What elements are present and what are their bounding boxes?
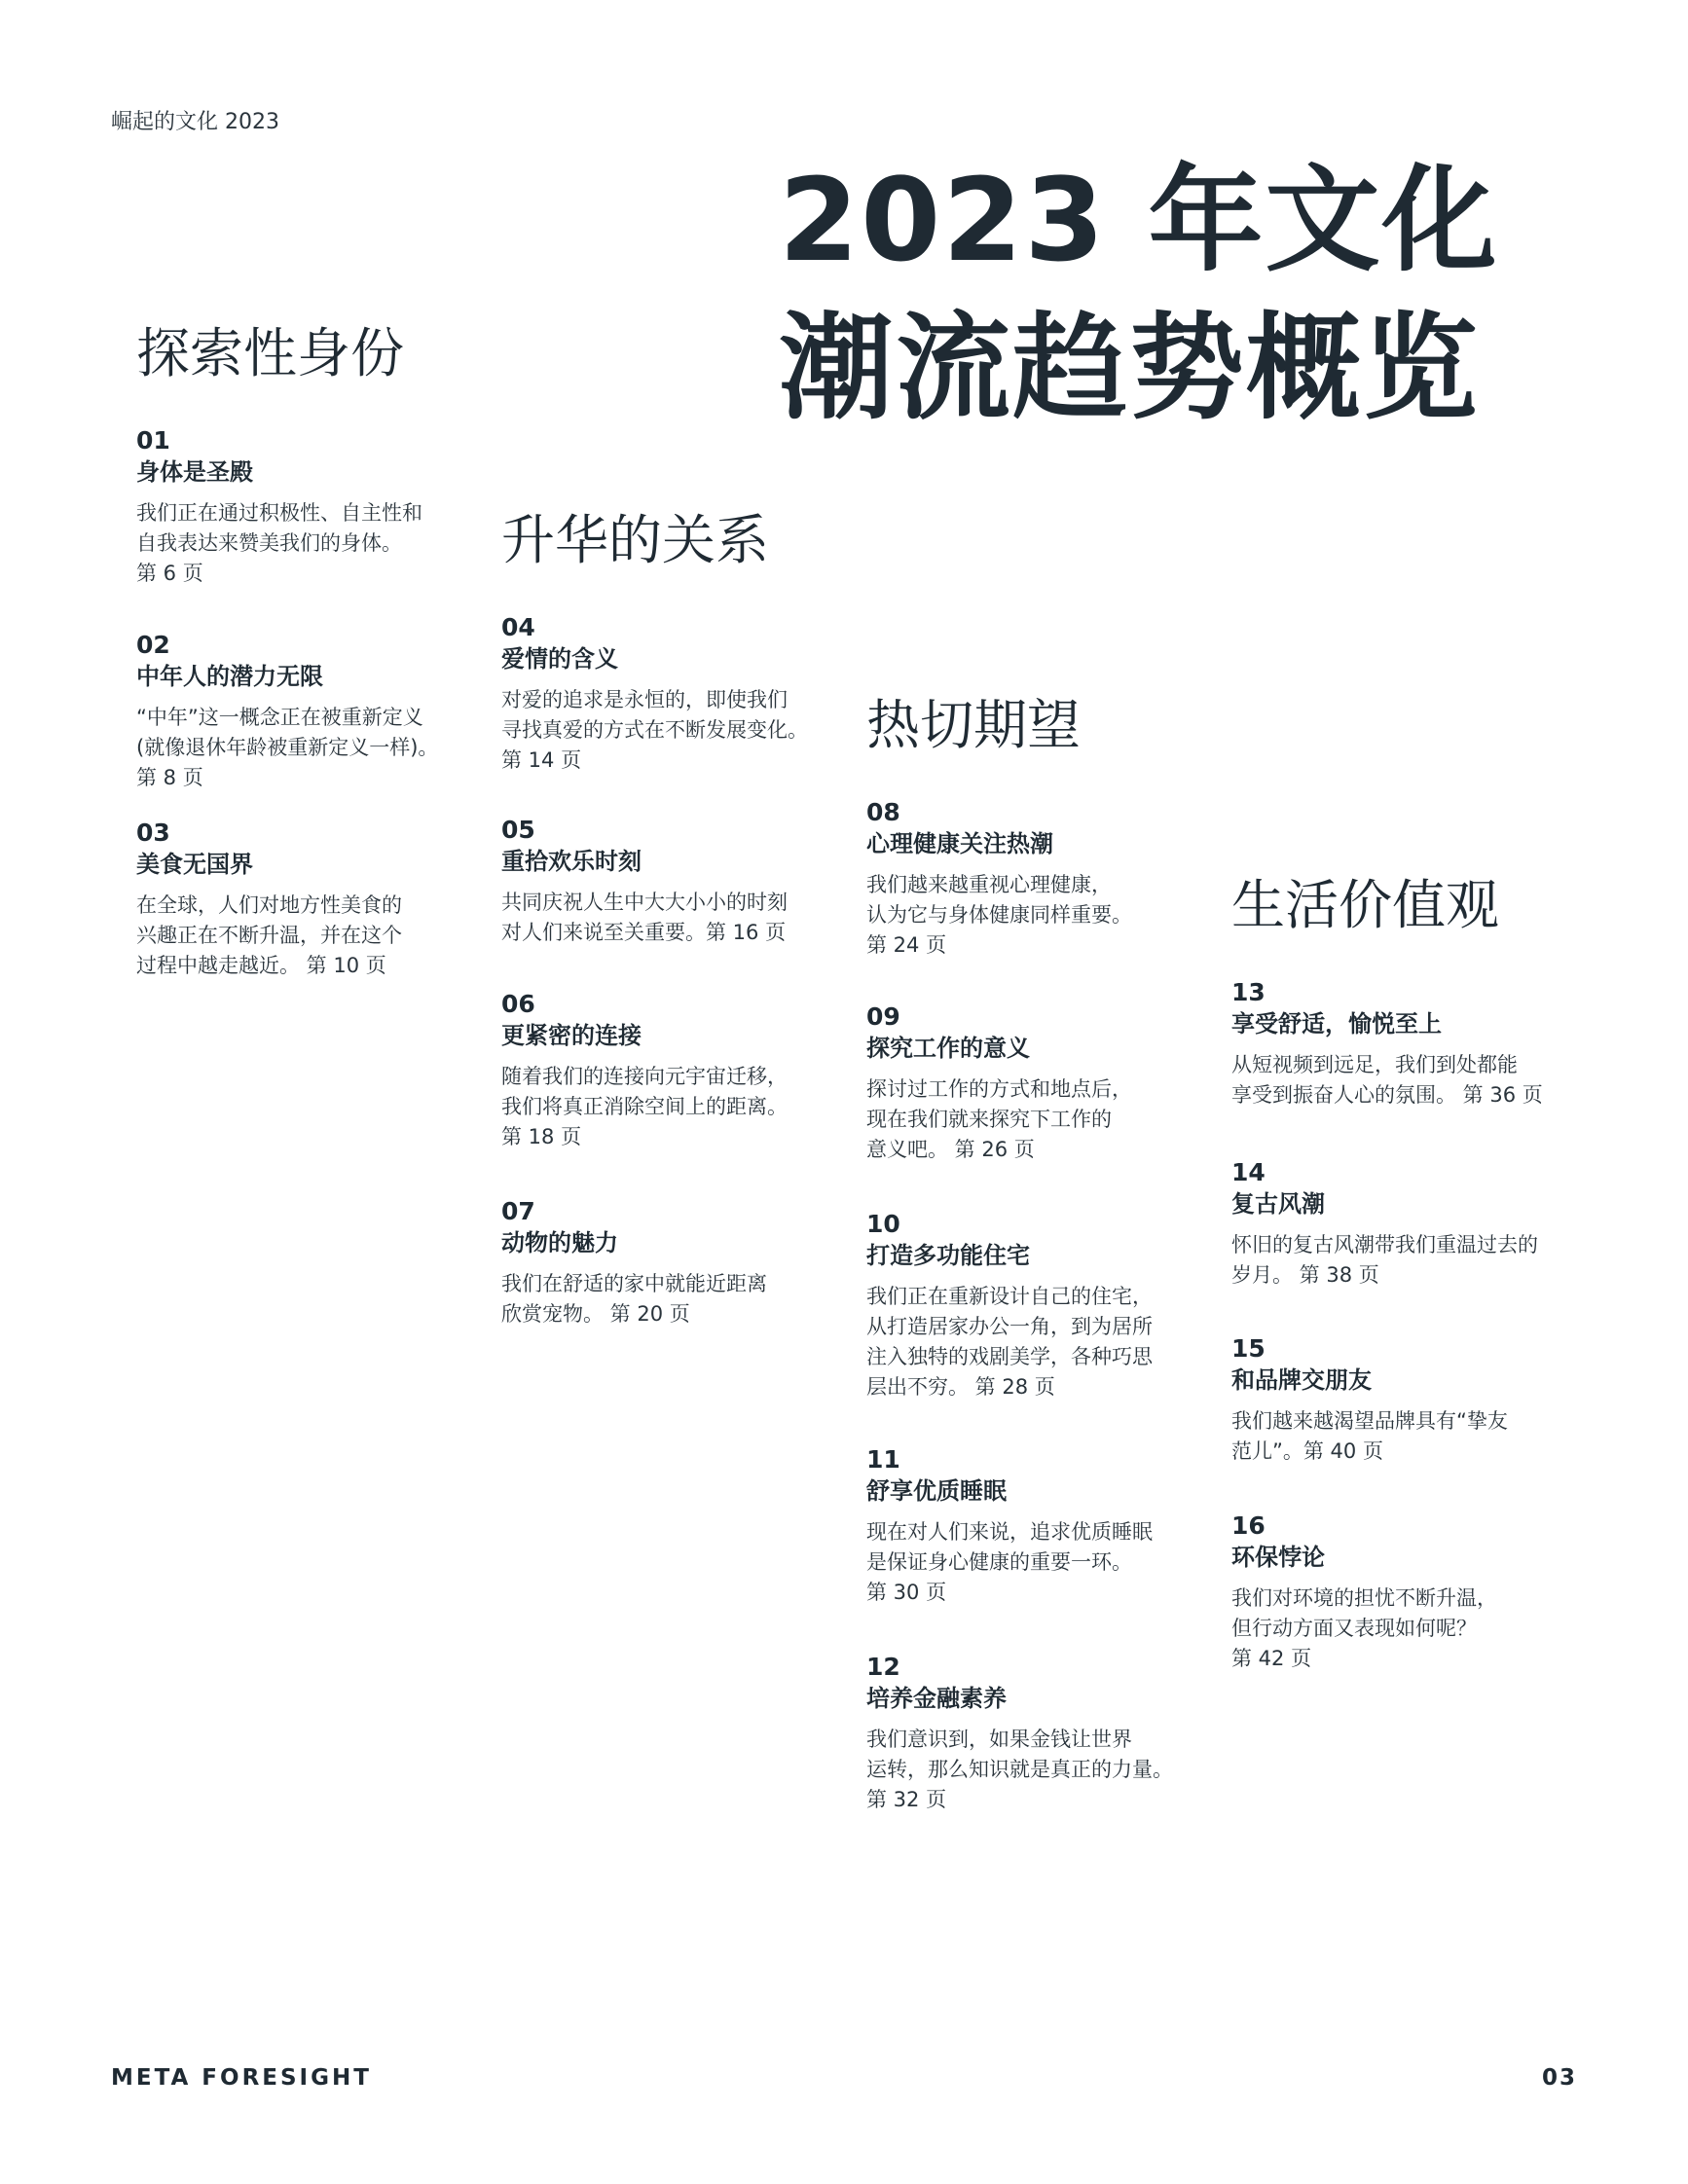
entry-number: 01: [136, 426, 170, 455]
toc-entry[interactable]: [866, 1002, 1207, 1165]
section-title: 探索性身份: [136, 322, 405, 384]
entry-number: 13: [1231, 978, 1266, 1006]
desc-line: 我们将真正消除空间上的距离。: [501, 1095, 788, 1118]
desc-line: (就像退休年龄被重新定义一样)。: [136, 736, 439, 759]
entry-number: 02: [136, 631, 170, 659]
desc-line: 范儿”。第 40 页: [1231, 1439, 1383, 1463]
page-ref: 第 6 页: [136, 562, 203, 585]
toc-entry[interactable]: [866, 1653, 1207, 1815]
desc-line: 我们在舒适的家中就能近距离: [501, 1272, 767, 1295]
entry-description: [136, 498, 477, 589]
toc-entry[interactable]: [1231, 978, 1572, 1110]
entry-title: 心理健康关注热潮: [866, 830, 1053, 857]
page-ref: 第 30 页: [866, 1581, 947, 1604]
section-title: 热切期望: [866, 694, 1082, 756]
section-exploratory-identity: [136, 319, 477, 1001]
page-ref: 第 32 页: [866, 1788, 947, 1811]
entry-description: [866, 1725, 1207, 1815]
entry-number: 14: [1231, 1158, 1266, 1186]
toc-entry[interactable]: [136, 631, 477, 793]
page-title: [779, 146, 1499, 442]
entry-description: [866, 1517, 1207, 1608]
toc-entry[interactable]: [866, 798, 1207, 961]
entry-description: [501, 685, 842, 776]
entry-description: [136, 891, 477, 981]
entry-number: 03: [136, 819, 170, 847]
page-title-line-2: 潮流趋势概览: [779, 301, 1481, 435]
desc-line: 意义吧。 第 26 页: [866, 1138, 1035, 1161]
entry-title: 环保悖论: [1231, 1544, 1325, 1571]
entry-number: 12: [866, 1653, 900, 1681]
section-life-values: [1231, 871, 1572, 1708]
toc-entry[interactable]: [136, 426, 477, 589]
entry-description: [866, 870, 1207, 961]
desc-line: 欣赏宠物。 第 20 页: [501, 1302, 690, 1326]
toc-entry[interactable]: [1231, 1511, 1572, 1674]
desc-line: 但行动方面又表现如何呢？: [1231, 1617, 1477, 1640]
entry-description: [136, 703, 477, 793]
desc-line: 我们对环境的担忧不断升温，: [1231, 1586, 1497, 1610]
entry-title: 享受舒适，愉悦至上: [1231, 1010, 1442, 1037]
page-number: 03: [1541, 2065, 1577, 2091]
desc-line: 享受到振奋人心的氛围。 第 36 页: [1231, 1083, 1543, 1107]
desc-line: 注入独特的戏剧美学，各种巧思: [866, 1345, 1153, 1368]
desc-line: 随着我们的连接向元宇宙迁移，: [501, 1065, 788, 1088]
desc-line: 寻找真爱的方式在不断发展变化。: [501, 718, 808, 742]
entry-description: [1231, 1050, 1572, 1110]
desc-line: 对人们来说至关重要。第 16 页: [501, 921, 787, 944]
entry-number: 09: [866, 1002, 900, 1031]
page-ref: 第 14 页: [501, 748, 582, 772]
entry-title: 重拾欢乐时刻: [501, 848, 642, 875]
desc-line: 过程中越走越近。 第 10 页: [136, 954, 386, 977]
toc-entry[interactable]: [866, 1445, 1207, 1608]
entry-title: 更紧密的连接: [501, 1022, 642, 1049]
toc-entry[interactable]: [501, 990, 842, 1152]
desc-line: 对爱的追求是永恒的，即使我们: [501, 688, 788, 711]
page-ref: 第 42 页: [1231, 1647, 1312, 1670]
entry-title: 探究工作的意义: [866, 1035, 1030, 1062]
entry-number: 16: [1231, 1511, 1266, 1540]
footer-brand: META FORESIGHT: [111, 2065, 372, 2091]
desc-line: 我们越来越渴望品牌具有“挚友: [1231, 1409, 1508, 1433]
desc-line: 我们正在重新设计自己的住宅，: [866, 1285, 1153, 1308]
toc-entry[interactable]: [501, 613, 842, 776]
section-title: 生活价值观: [1231, 874, 1500, 936]
desc-line: “中年”这一概念正在被重新定义: [136, 706, 423, 729]
entry-title: 爱情的含义: [501, 645, 618, 673]
desc-line: 自我表达来赞美我们的身体。: [136, 531, 402, 555]
page-ref: 第 24 页: [866, 933, 947, 957]
page-title-line-1: 2023 年文化: [779, 153, 1499, 287]
desc-line: 探讨过工作的方式和地点后，: [866, 1077, 1132, 1101]
desc-line: 现在对人们来说，追求优质睡眠: [866, 1520, 1153, 1544]
entry-description: [1231, 1230, 1572, 1291]
section-eager-expectations: [866, 691, 1207, 1839]
entry-title: 打造多功能住宅: [866, 1242, 1030, 1269]
entry-description: [866, 1282, 1207, 1402]
desc-line: 共同庆祝人生中大大小小的时刻: [501, 891, 788, 914]
document-header-label: 崛起的文化 2023: [111, 110, 279, 134]
entry-title: 美食无国界: [136, 851, 253, 878]
toc-entry[interactable]: [1231, 1334, 1572, 1467]
entry-description: [1231, 1406, 1572, 1467]
entry-number: 07: [501, 1197, 535, 1225]
desc-line: 认为它与身体健康同样重要。: [866, 903, 1132, 927]
desc-line: 兴趣正在不断升温，并在这个: [136, 924, 402, 947]
toc-entry[interactable]: [866, 1210, 1207, 1402]
entry-description: [501, 1062, 842, 1152]
entry-title: 复古风潮: [1231, 1190, 1325, 1218]
entry-title: 动物的魅力: [501, 1229, 618, 1256]
entry-description: [501, 1269, 842, 1329]
entry-number: 15: [1231, 1334, 1266, 1363]
entry-number: 05: [501, 816, 535, 844]
entry-number: 06: [501, 990, 535, 1018]
entry-title: 舒享优质睡眠: [866, 1477, 1007, 1505]
entry-title: 中年人的潜力无限: [136, 663, 323, 690]
desc-line: 怀旧的复古风潮带我们重温过去的: [1231, 1233, 1538, 1256]
entry-number: 10: [866, 1210, 900, 1238]
page-ref: 第 18 页: [501, 1125, 582, 1148]
desc-line: 从短视频到远足，我们到处都能: [1231, 1053, 1518, 1076]
section-elevated-relationships: [501, 506, 842, 1363]
entry-description: [866, 1074, 1207, 1165]
desc-line: 在全球，人们对地方性美食的: [136, 893, 402, 917]
desc-line: 从打造居家办公一角，到为居所: [866, 1315, 1153, 1338]
entry-description: [501, 888, 842, 948]
desc-line: 是保证身心健康的重要一环。: [866, 1550, 1132, 1574]
desc-line: 现在我们就来探究下工作的: [866, 1108, 1112, 1131]
toc-entry[interactable]: [136, 819, 477, 981]
entry-title: 培养金融素养: [866, 1685, 1007, 1712]
desc-line: 我们正在通过积极性、自主性和: [136, 501, 422, 525]
toc-entry[interactable]: [1231, 1158, 1572, 1291]
desc-line: 我们越来越重视心理健康，: [866, 873, 1112, 896]
entry-number: 11: [866, 1445, 900, 1474]
toc-entry[interactable]: [501, 1197, 842, 1329]
desc-line: 运转，那么知识就是真正的力量。: [866, 1758, 1173, 1781]
toc-entry[interactable]: [501, 816, 842, 948]
entry-description: [1231, 1583, 1572, 1674]
entry-number: 04: [501, 613, 535, 641]
desc-line: 我们意识到，如果金钱让世界: [866, 1728, 1132, 1751]
desc-line: 层出不穷。 第 28 页: [866, 1375, 1055, 1399]
entry-title: 和品牌交朋友: [1231, 1366, 1372, 1394]
entry-number: 08: [866, 798, 900, 826]
section-title: 升华的关系: [501, 509, 770, 571]
desc-line: 岁月。 第 38 页: [1231, 1263, 1379, 1287]
entry-title: 身体是圣殿: [136, 458, 253, 486]
page-ref: 第 8 页: [136, 766, 203, 789]
